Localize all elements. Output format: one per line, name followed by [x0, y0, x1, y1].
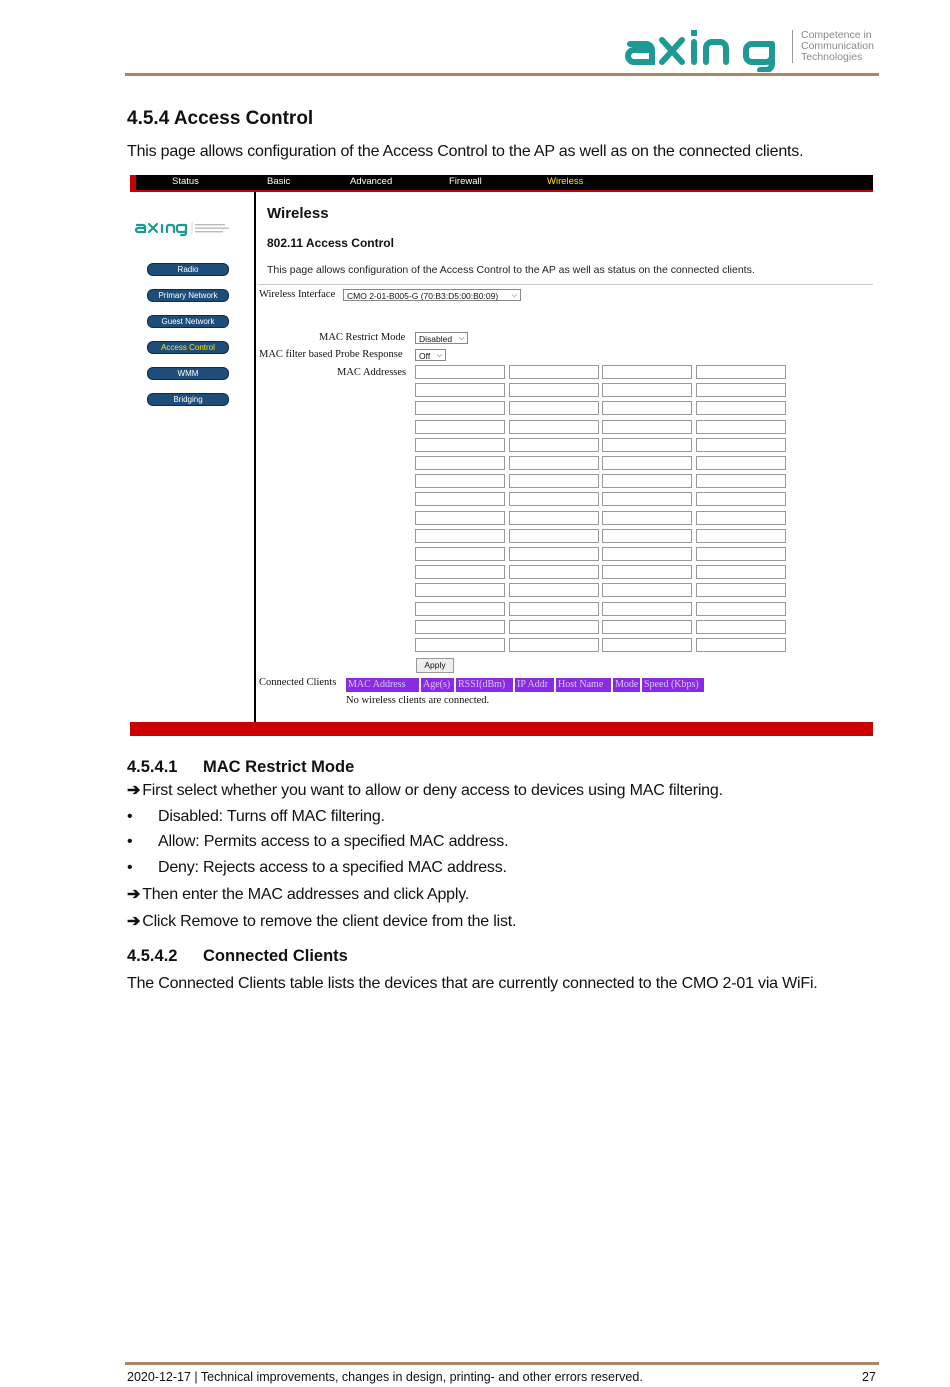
mac-address-input[interactable] [509, 602, 599, 616]
mac-address-input[interactable] [415, 492, 505, 506]
mac-addresses-label: MAC Addresses [337, 367, 407, 378]
mac-address-input[interactable] [602, 583, 692, 597]
mac-address-input[interactable] [509, 401, 599, 415]
mac-address-input[interactable] [696, 401, 786, 415]
mac-address-input[interactable] [509, 474, 599, 488]
chevron-down-icon: ⌵ [458, 335, 464, 342]
cc-col-mode: Mode [615, 679, 639, 690]
mac-address-input[interactable] [415, 620, 505, 634]
cc-col-ip-addr: IP Addr [515, 678, 554, 692]
mac-address-input[interactable] [696, 602, 786, 616]
mac-address-input[interactable] [415, 401, 505, 415]
arrow-right-icon: ➔ [127, 886, 141, 903]
mac-address-input[interactable] [415, 474, 505, 488]
connected-clients-label: Connected Clients [259, 677, 337, 688]
mac-address-input[interactable] [696, 474, 786, 488]
mac-address-input[interactable] [696, 438, 786, 452]
cc-col-speed: Speed (Kbps) [642, 678, 704, 692]
no-clients-message: No wireless clients are connected. [346, 695, 490, 706]
mac-address-input[interactable] [602, 420, 692, 434]
mac-address-input[interactable] [509, 583, 599, 597]
arrow-right-icon: ➔ [127, 913, 141, 930]
screen-subtitle: 802.11 Access Control [267, 236, 394, 250]
mac-address-input[interactable] [696, 456, 786, 470]
step-2: ➔ Then enter the MAC addresses and click Apply. [127, 886, 470, 903]
header-rule [125, 73, 879, 76]
nav-firewall[interactable]: Firewall [449, 176, 482, 187]
mac-address-input[interactable] [602, 456, 692, 470]
mac-address-input[interactable] [696, 420, 786, 434]
mac-address-input[interactable] [509, 638, 599, 652]
subsection-1-heading: 4.5.4.1 MAC Restrict Mode [127, 758, 355, 776]
bottom-red-bar [130, 722, 873, 736]
footer-text: 2020-12-17 | Technical improvements, changes in design, printing- and other errors reserved. [127, 1370, 643, 1384]
chevron-down-icon: ⌵ [436, 352, 442, 359]
mac-address-input[interactable] [602, 547, 692, 561]
mac-address-input[interactable] [415, 547, 505, 561]
mac-address-input[interactable] [509, 438, 599, 452]
nav-red-line [130, 190, 873, 192]
mac-address-input[interactable] [696, 620, 786, 634]
top-nav-bar [130, 175, 873, 190]
bullet-disabled: • Disabled: Turns off MAC filtering. [127, 808, 385, 825]
cc-col-mac-address: MAC Address [346, 678, 419, 692]
mac-address-input[interactable] [602, 638, 692, 652]
mac-address-input[interactable] [696, 492, 786, 506]
mac-address-input[interactable] [696, 547, 786, 561]
mac-address-input[interactable] [696, 365, 786, 379]
nav-advanced[interactable]: Advanced [350, 176, 393, 187]
mac-address-input[interactable] [696, 583, 786, 597]
mac-address-input[interactable] [509, 529, 599, 543]
sidebar-item-primary-network[interactable]: Primary Network [147, 289, 229, 302]
footer-rule [125, 1362, 879, 1365]
section-intro: This page allows configuration of the Access Control to the AP as well as on the connected clients. [127, 143, 804, 160]
mac-address-input[interactable] [415, 565, 505, 579]
wireless-interface-select[interactable]: CMO 2-01-B005-G (70:B3:D5:00:B0:09) ⌵ [343, 289, 521, 301]
mac-address-input[interactable] [415, 602, 505, 616]
mac-address-input[interactable] [509, 456, 599, 470]
wireless-interface-label: Wireless Interface [259, 289, 336, 300]
mac-address-input[interactable] [696, 529, 786, 543]
axing-logo [622, 28, 790, 72]
mac-address-input[interactable] [415, 456, 505, 470]
mac-address-input[interactable] [696, 511, 786, 525]
mac-address-input[interactable] [602, 565, 692, 579]
apply-button[interactable]: Apply [416, 658, 454, 673]
nav-wireless[interactable]: Wireless [547, 176, 584, 187]
mac-address-input[interactable] [509, 511, 599, 525]
screen-title: Wireless [267, 205, 329, 222]
mac-address-input[interactable] [509, 547, 599, 561]
step-3: ➔ Click Remove to remove the client device from the list. [127, 913, 517, 930]
mac-address-input[interactable] [602, 602, 692, 616]
sidebar-item-access-control[interactable]: Access Control [147, 341, 229, 354]
mac-address-input[interactable] [602, 529, 692, 543]
axing-logo-small [134, 218, 234, 238]
header-tagline: Competence in Communication Technologies [792, 30, 874, 63]
sidebar-item-wmm[interactable]: WMM [147, 367, 229, 380]
mac-address-input[interactable] [415, 365, 505, 379]
sidebar-item-bridging[interactable]: Bridging [147, 393, 229, 406]
screen-description: This page allows configuration of the Access Control to the AP as well as status on the connected clients. [267, 264, 755, 276]
mac-address-input[interactable] [696, 383, 786, 397]
mac-address-input[interactable] [415, 638, 505, 652]
chevron-down-icon: ⌵ [511, 292, 517, 299]
mac-address-input[interactable] [509, 492, 599, 506]
mac-address-input[interactable] [602, 383, 692, 397]
bullet-allow: • Allow: Permits access to a specified MAC address. [127, 833, 509, 850]
nav-status[interactable]: Status [172, 176, 199, 187]
mac-address-input[interactable] [509, 420, 599, 434]
probe-response-label: MAC filter based Probe Response [259, 349, 403, 360]
mac-address-input[interactable] [602, 511, 692, 525]
bullet-deny: • Deny: Rejects access to a specified MAC address. [127, 859, 507, 876]
sidebar-item-guest-network[interactable]: Guest Network [147, 315, 229, 328]
mac-address-input[interactable] [602, 438, 692, 452]
mac-address-input[interactable] [415, 420, 505, 434]
bullet-icon: • [127, 808, 133, 825]
bullet-icon: • [127, 833, 133, 850]
mac-address-input[interactable] [696, 565, 786, 579]
sidebar-item-radio[interactable]: Radio [147, 263, 229, 276]
mac-address-input[interactable] [602, 492, 692, 506]
mac-address-input[interactable] [696, 638, 786, 652]
section-title: 4.5.4 Access Control [127, 108, 314, 129]
screen-divider [258, 284, 873, 285]
bullet-icon: • [127, 859, 133, 876]
step-1: ➔ First select whether you want to allow or deny access to devices using MAC filtering. [127, 782, 723, 799]
arrow-right-icon: ➔ [127, 782, 141, 799]
mac-address-input[interactable] [602, 401, 692, 415]
nav-basic[interactable]: Basic [267, 176, 291, 187]
probe-response-select[interactable]: Off ⌵ [415, 349, 446, 361]
mac-address-input[interactable] [602, 474, 692, 488]
cc-col-rssi: RSSI(dBm) [456, 678, 513, 692]
mac-address-input[interactable] [415, 511, 505, 525]
mac-address-input[interactable] [602, 620, 692, 634]
sidebar-divider [254, 192, 256, 722]
mac-address-input[interactable] [415, 583, 505, 597]
page-number: 27 [862, 1370, 876, 1384]
mac-address-input[interactable] [415, 529, 505, 543]
mac-address-input[interactable] [415, 383, 505, 397]
mac-address-input[interactable] [602, 365, 692, 379]
mac-address-input[interactable] [415, 438, 505, 452]
mac-address-input[interactable] [509, 365, 599, 379]
cc-col-host-name: Host Name [556, 678, 611, 692]
router-screenshot [130, 175, 873, 737]
mac-restrict-select[interactable]: Disabled ⌵ [415, 332, 468, 344]
mac-address-input[interactable] [509, 620, 599, 634]
mac-address-input[interactable] [509, 565, 599, 579]
mac-restrict-label: MAC Restrict Mode [319, 332, 406, 343]
subsection-2-heading: 4.5.4.2 Connected Clients [127, 947, 348, 965]
subsection-2-text: The Connected Clients table lists the devices that are currently connected to the CMO 2-01 via WiFi. [127, 975, 818, 992]
mac-address-input[interactable] [509, 383, 599, 397]
cc-col-age: Age(s) [421, 678, 454, 692]
